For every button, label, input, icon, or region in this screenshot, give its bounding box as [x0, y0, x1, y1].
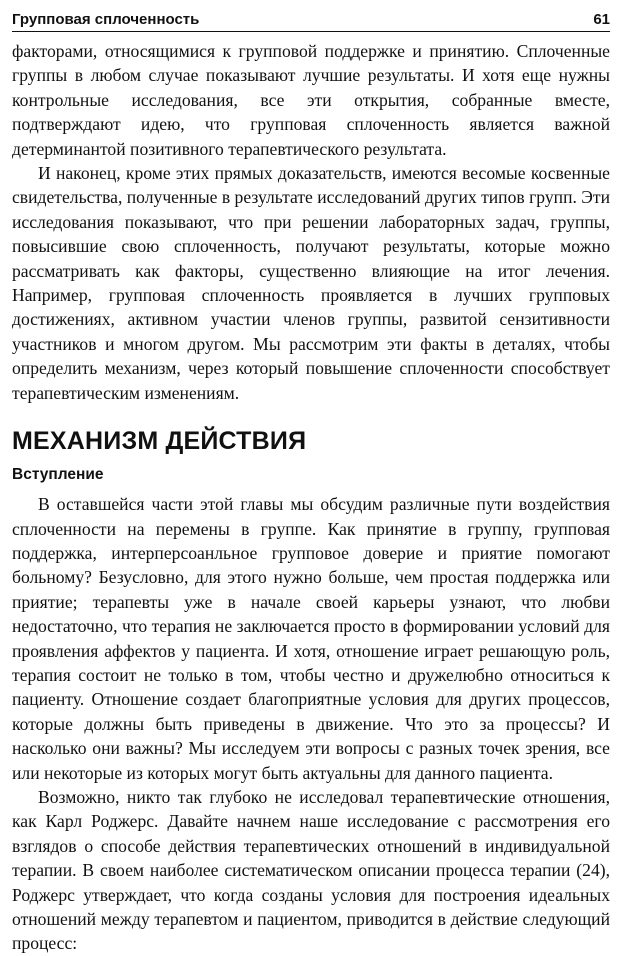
running-title: Групповая сплоченность [12, 11, 200, 28]
paragraph: В оставшейся части этой главы мы обсудим различные пути воздействия сплоченности на перемены в группе. Как принятие в группу, групповая поддержка, интерперсоанльное групповое доверие и приятие помогают больному? Безусловно, для этого нужно больше, чем простая поддержка или приятие; терапевты уже в начале своей карьеры узнают, что любви недостаточно, что терапия не заключается просто в формировании условий для проявления аффектов у пациента. И хотя, отношение играет решающую роль, терапия состоит не только в том, чтобы честно и дружелюбно относиться к пациенту. Отношение создает благоприятные условия для других процессов, которые должны быть приведены в движение. Что это за процессы? И насколько они важны? Мы исследуем эти вопросы с разных точек зрения, все или некоторые из которых могут быть актуальны для данного пациента. [12, 494, 610, 783]
header-rule [12, 31, 610, 32]
section-heading: МЕХАНИЗМ ДЕЙСТВИЯ [12, 427, 307, 456]
paragraph: И наконец, кроме этих прямых доказательств, имеются весомые косвенные свидетельства, полученные в результате исследований других типов групп. Эти исследования показывают, что при решении лабораторных задач, группы, повысившие свою сплоченность, получают результаты, которые можно рассматривать как факторы, существенно влияющие на итог лечения. Например, групповая сплоченность проявляется в лучших групповых достижениях, активном участии членов группы, развитой сензитивности участников и многом другом. Мы рассмотрим эти факты в деталях, чтобы определить механизм, через который повышение сплоченности способствует терапевтическим изменениям. [12, 163, 611, 403]
running-header [12, 0, 610, 28]
subsection-heading: Вступление [12, 466, 104, 484]
page-number: 61 [593, 11, 610, 28]
paragraph: Возможно, никто так глубоко не исследовал терапевтические отношения, как Карл Роджерс. Давайте начнем наше исследование с рассмотрения его взглядов о способе действия терапевтических отношений в индивидуальной терапии. В своем наиболее систематическом описании процесса терапии (24), Роджерс утверждает, что когда созданы условия для построения идеальных отношений между терапевтом и пациентом, приводится в действие следующий процесс: [12, 786, 610, 954]
paragraph-continued: факторами, относящимися к групповой поддержке и принятию. Сплоченные группы в любом случае показывают лучшие результаты. И хотя еще нужны контрольные исследования, все эти открытия, собранные вместе, подтверждают идею, что групповая сплоченность является важной детерминантой позитивного терапевтического результата. [12, 41, 610, 159]
body-text [12, 39, 610, 956]
